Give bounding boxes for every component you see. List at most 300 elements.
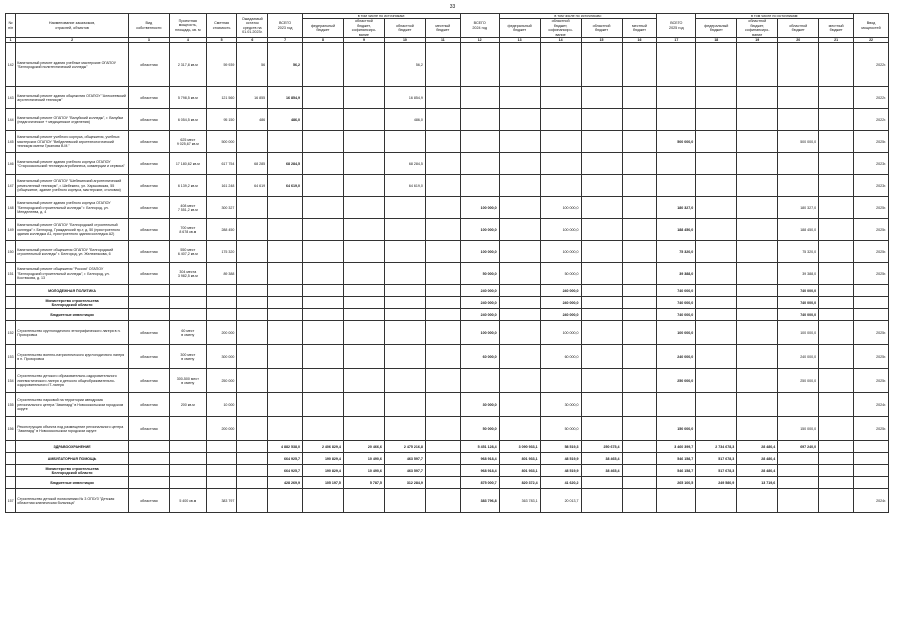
regional-cofin-2024: 240 000,0 — [540, 309, 581, 321]
regional-cofin-2023 — [343, 131, 384, 153]
federal-2023: 105 197,5 — [302, 477, 343, 489]
local-2025 — [819, 345, 854, 369]
local-2023 — [425, 131, 460, 153]
federal-2025 — [696, 241, 737, 263]
federal-2025 — [696, 321, 737, 345]
regional-2023 — [384, 285, 425, 297]
column-index-cell: 5 — [206, 38, 237, 43]
ownership: областная — [128, 43, 169, 87]
regional-cofin-2023 — [343, 309, 384, 321]
section-row — [6, 309, 889, 321]
regional-cofin-2024: 240 000,0 — [540, 285, 581, 297]
local-2025 — [819, 453, 854, 465]
object-name: Капитальный ремонт ОГАПОУ "Белгородский строительный колледж" г. Белгород, Гражданский пр-т, д. 50 (пристроенного здания колледжа А1, пристроенного здания колледжа А2) — [16, 219, 129, 241]
federal-2025: 517 678,3 — [696, 465, 737, 477]
total-2023 — [268, 489, 303, 513]
row-number — [6, 453, 16, 465]
total-2025: 75 320,0 — [657, 241, 696, 263]
federal-2024 — [499, 109, 540, 131]
local-2023 — [425, 285, 460, 297]
federal-2023 — [302, 417, 343, 441]
regional-cofin-2025 — [737, 297, 778, 309]
total-2025 — [657, 489, 696, 513]
regional-2024 — [581, 345, 622, 369]
local-2024 — [622, 43, 657, 87]
regional-2024 — [581, 109, 622, 131]
local-2023 — [425, 321, 460, 345]
total-2025 — [657, 393, 696, 417]
commission-year: 2025г. — [854, 241, 889, 263]
regional-2023 — [384, 263, 425, 285]
local-2025 — [819, 43, 854, 87]
column-index-cell: 2 — [16, 38, 129, 43]
regional-2025 — [778, 153, 819, 175]
federal-2025 — [696, 369, 737, 393]
row-number: 145 — [6, 131, 16, 153]
regional-cofin-2024 — [540, 109, 581, 131]
table-header — [6, 14, 889, 38]
commission-year: 2022г. — [854, 109, 889, 131]
col-header-ownership: Вид собственности — [128, 14, 169, 38]
col-header-total-2024: ВСЕГО 2024 год — [460, 14, 499, 38]
remaining-funds — [237, 393, 268, 417]
local-2025 — [819, 131, 854, 153]
total-2024: 100 000,0 — [460, 197, 499, 219]
ownership: областная — [128, 153, 169, 175]
regional-cofin-2023 — [343, 489, 384, 513]
commission-year — [854, 309, 889, 321]
object-name: МОЛОДЕЖНАЯ ПОЛИТИКА — [16, 285, 129, 297]
table-row — [6, 197, 889, 219]
federal-2025 — [696, 309, 737, 321]
local-2025 — [819, 465, 854, 477]
ownership: областная — [128, 109, 169, 131]
regional-cofin-2024 — [540, 87, 581, 109]
commission-year — [854, 441, 889, 453]
regional-2024 — [581, 153, 622, 175]
table-row — [6, 241, 889, 263]
regional-2024 — [581, 197, 622, 219]
federal-2023 — [302, 109, 343, 131]
estimate-cost: 300 327 — [206, 197, 237, 219]
column-index-cell: 13 — [499, 38, 540, 43]
remaining-funds — [237, 345, 268, 369]
total-2023 — [268, 131, 303, 153]
regional-cofin-2024 — [540, 131, 581, 153]
regional-cofin-2023: 5 787,5 — [343, 477, 384, 489]
regional-2025: 100 000,0 — [778, 321, 819, 345]
table-row — [6, 43, 889, 87]
remaining-funds — [237, 441, 268, 453]
ownership: областная — [128, 263, 169, 285]
federal-2024: 820 372,4 — [499, 477, 540, 489]
total-2023: 664 925,7 — [268, 453, 303, 465]
row-number — [6, 477, 16, 489]
total-2023 — [268, 309, 303, 321]
regional-cofin-2024: 60 000,0 — [540, 345, 581, 369]
regional-cofin-2023 — [343, 175, 384, 197]
row-number: 147 — [6, 175, 16, 197]
regional-2024: 38 465,4 — [581, 465, 622, 477]
estimate-cost — [206, 297, 237, 309]
regional-2025 — [778, 465, 819, 477]
estimate-cost — [206, 465, 237, 477]
federal-2023 — [302, 393, 343, 417]
regional-2023: 312 284,9 — [384, 477, 425, 489]
regional-2024 — [581, 417, 622, 441]
remaining-funds: 64 619 — [237, 175, 268, 197]
local-2024 — [622, 297, 657, 309]
local-2024 — [622, 321, 657, 345]
col-header-regional: областной бюджет — [384, 19, 425, 38]
column-index-cell: 15 — [581, 38, 622, 43]
col-header-regional: областной бюджет — [778, 19, 819, 38]
total-2023 — [268, 321, 303, 345]
col-header-total-2025: ВСЕГО 2025 год — [657, 14, 696, 38]
capacity: 408 мест 7 551,2 кв.м — [169, 197, 206, 219]
regional-2024 — [581, 263, 622, 285]
regional-cofin-2023 — [343, 43, 384, 87]
object-name: Строительство парковой на территории автодрома регионального центра "Авангард" в Новооскольском городском округе — [16, 393, 129, 417]
total-2023: 56,2 — [268, 43, 303, 87]
estimate-cost: 10 000 — [206, 393, 237, 417]
regional-cofin-2024: 30 000,0 — [540, 393, 581, 417]
ownership: областная — [128, 489, 169, 513]
federal-2024 — [499, 369, 540, 393]
column-index-cell: 19 — [737, 38, 778, 43]
federal-2023 — [302, 219, 343, 241]
col-header-federal: федеральный бюджет — [302, 19, 343, 38]
object-name: Строительство детской поликлиники № 3 ОГБУЗ "Детская областная клиническая больница" — [16, 489, 129, 513]
commission-year: 2025г. — [854, 417, 889, 441]
regional-cofin-2025: 13 719,6 — [737, 477, 778, 489]
row-number: 148 — [6, 197, 16, 219]
row-number — [6, 285, 16, 297]
federal-2025 — [696, 285, 737, 297]
remaining-funds — [237, 465, 268, 477]
col-header-remaining: Ожидаемый остаток средств на 01.01.2023г. — [237, 14, 268, 38]
regional-cofin-2024 — [540, 43, 581, 87]
federal-2023 — [302, 175, 343, 197]
federal-2024 — [499, 87, 540, 109]
regional-2023: 56,2 — [384, 43, 425, 87]
row-number: 157 — [6, 489, 16, 513]
commission-year: 2025г. — [854, 219, 889, 241]
local-2023 — [425, 309, 460, 321]
federal-2025 — [696, 417, 737, 441]
federal-2023 — [302, 489, 343, 513]
regional-2025: 180 327,0 — [778, 197, 819, 219]
local-2023 — [425, 297, 460, 309]
capacity — [169, 309, 206, 321]
ownership — [128, 465, 169, 477]
federal-2024: 363 783,1 — [499, 489, 540, 513]
regional-2025 — [778, 393, 819, 417]
col-header-regional-cofin: областной бюджет, софинансиро- вание — [737, 19, 778, 38]
row-number: 146 — [6, 153, 16, 175]
object-name: Реконструкция объекта под размещение регионального центра "Авангард" в Новооскольском городском округе — [16, 417, 129, 441]
total-2024: 968 918,4 — [460, 453, 499, 465]
regional-2024 — [581, 285, 622, 297]
total-2023 — [268, 393, 303, 417]
section-row — [6, 453, 889, 465]
commission-year: 2023г. — [854, 175, 889, 197]
regional-cofin-2025 — [737, 345, 778, 369]
regional-2023: 64 619,0 — [384, 175, 425, 197]
object-name: Капитальный ремонт здания учебного корпуса ОГАПОУ "Белгородский строительный колледж" г. Белгород, ул. Менделеева, д. 4 — [16, 197, 129, 219]
capacity: 625 мест 9 025,67 кв.м — [169, 131, 206, 153]
commission-year — [854, 477, 889, 489]
col-header-capacity: Проектная мощность, площадь, кв. м — [169, 14, 206, 38]
regional-2023 — [384, 393, 425, 417]
col-header-local: местный бюджет — [425, 19, 460, 38]
table-row — [6, 263, 889, 285]
local-2025 — [819, 197, 854, 219]
commission-year: 2025г. — [854, 131, 889, 153]
local-2025 — [819, 263, 854, 285]
ownership: областная — [128, 175, 169, 197]
regional-cofin-2023 — [343, 345, 384, 369]
estimate-cost: 175 320 — [206, 241, 237, 263]
local-2023 — [425, 241, 460, 263]
federal-2025: 2 734 678,3 — [696, 441, 737, 453]
local-2023 — [425, 175, 460, 197]
capacity: 6 139,2 кв.м — [169, 175, 206, 197]
table-row — [6, 153, 889, 175]
total-2025: 240 000,0 — [657, 345, 696, 369]
regional-cofin-2024: 100 000,0 — [540, 321, 581, 345]
ownership: областная — [128, 219, 169, 241]
federal-2024 — [499, 417, 540, 441]
federal-2023 — [302, 309, 343, 321]
local-2025 — [819, 477, 854, 489]
remaining-funds — [237, 453, 268, 465]
ownership: областная — [128, 131, 169, 153]
federal-2023 — [302, 297, 343, 309]
federal-2023: 2 406 829,4 — [302, 441, 343, 453]
regional-2024 — [581, 87, 622, 109]
regional-2024 — [581, 321, 622, 345]
federal-2023 — [302, 345, 343, 369]
local-2024 — [622, 175, 657, 197]
total-2025: 740 000,0 — [657, 285, 696, 297]
col-header-regional: областной бюджет — [581, 19, 622, 38]
col-group-2023: в том числе по источникам: — [302, 14, 460, 19]
object-name: Строительство круглогодичного этнографического лагеря в п. Прохоровка — [16, 321, 129, 345]
remaining-funds: 56 — [237, 43, 268, 87]
total-2024: 968 918,4 — [460, 465, 499, 477]
regional-cofin-2023 — [343, 109, 384, 131]
commission-year: 2025г. — [854, 321, 889, 345]
total-2025: 3 460 399,7 — [657, 441, 696, 453]
local-2024 — [622, 131, 657, 153]
regional-cofin-2025 — [737, 241, 778, 263]
regional-2025: 740 000,0 — [778, 309, 819, 321]
regional-cofin-2023 — [343, 87, 384, 109]
local-2024 — [622, 197, 657, 219]
regional-cofin-2024: 240 000,0 — [540, 297, 581, 309]
local-2025 — [819, 297, 854, 309]
total-2023 — [268, 297, 303, 309]
regional-2025 — [778, 43, 819, 87]
total-2025: 740 000,0 — [657, 297, 696, 309]
regional-2023 — [384, 369, 425, 393]
regional-2024 — [581, 175, 622, 197]
section-row — [6, 297, 889, 309]
remaining-funds — [237, 321, 268, 345]
regional-2025 — [778, 453, 819, 465]
local-2025 — [819, 321, 854, 345]
col-header-regional-cofin: областной бюджет, софинансиро- вание — [343, 19, 384, 38]
total-2024: 875 000,7 — [460, 477, 499, 489]
regional-2023: 463 597,7 — [384, 453, 425, 465]
regional-2023 — [384, 219, 425, 241]
ownership — [128, 453, 169, 465]
estimate-cost: 288 450 — [206, 219, 237, 241]
ownership — [128, 309, 169, 321]
commission-year — [854, 453, 889, 465]
regional-cofin-2025 — [737, 263, 778, 285]
capacity: 300-500 мест в смену — [169, 369, 206, 393]
regional-cofin-2024 — [540, 369, 581, 393]
federal-2024 — [499, 43, 540, 87]
regional-cofin-2025 — [737, 417, 778, 441]
remaining-funds — [237, 369, 268, 393]
ownership — [128, 297, 169, 309]
regional-cofin-2023 — [343, 263, 384, 285]
regional-2023: 16 854,9 — [384, 87, 425, 109]
commission-year: 2025г. — [854, 263, 889, 285]
federal-2025 — [696, 297, 737, 309]
regional-cofin-2024 — [540, 153, 581, 175]
local-2025 — [819, 153, 854, 175]
column-index-cell: 6 — [237, 38, 268, 43]
regional-2023 — [384, 297, 425, 309]
regional-cofin-2025 — [737, 43, 778, 87]
local-2025 — [819, 87, 854, 109]
total-2024: 30 000,0 — [460, 393, 499, 417]
federal-2024 — [499, 285, 540, 297]
column-index-cell: 21 — [819, 38, 854, 43]
regional-cofin-2025 — [737, 321, 778, 345]
capacity — [169, 441, 206, 453]
federal-2024 — [499, 197, 540, 219]
regional-2024 — [581, 477, 622, 489]
total-2024: 60 000,0 — [460, 345, 499, 369]
federal-2025 — [696, 489, 737, 513]
local-2023 — [425, 219, 460, 241]
remaining-funds — [237, 241, 268, 263]
regional-2023 — [384, 309, 425, 321]
federal-2025 — [696, 109, 737, 131]
estimate-cost: 161 248 — [206, 175, 237, 197]
estimate-cost — [206, 309, 237, 321]
regional-2024 — [581, 131, 622, 153]
local-2023 — [425, 369, 460, 393]
federal-2025 — [696, 43, 737, 87]
total-2023: 664 925,7 — [268, 465, 303, 477]
column-index-cell: 4 — [169, 38, 206, 43]
capacity: 17 180,62 кв.м — [169, 153, 206, 175]
estimate-cost: 250 000 — [206, 369, 237, 393]
total-2023: 486,0 — [268, 109, 303, 131]
remaining-funds — [237, 197, 268, 219]
total-2025: 100 000,0 — [657, 321, 696, 345]
federal-2024 — [499, 153, 540, 175]
remaining-funds — [237, 297, 268, 309]
local-2023 — [425, 417, 460, 441]
total-2024: 100 000,0 — [460, 219, 499, 241]
regional-2023 — [384, 345, 425, 369]
local-2023 — [425, 489, 460, 513]
total-2023 — [268, 241, 303, 263]
federal-2024 — [499, 309, 540, 321]
capacity: 5 400 кв.м — [169, 489, 206, 513]
total-2023 — [268, 197, 303, 219]
total-2025: 250 000,0 — [657, 369, 696, 393]
col-header-estimate: Сметная стоимость — [206, 14, 237, 38]
object-name: Капитальный ремонт общежития "Россия" ОГАПОУ "Белгородский строительный колледж", г. Белгород, ул. Костюкова, д. 13 — [16, 263, 129, 285]
local-2023 — [425, 465, 460, 477]
ownership: областная — [128, 369, 169, 393]
local-2024 — [622, 309, 657, 321]
local-2025 — [819, 441, 854, 453]
regional-cofin-2023 — [343, 297, 384, 309]
capacity: 700 мест 8 678 кв.м — [169, 219, 206, 241]
regional-2024 — [581, 489, 622, 513]
commission-year: 2024г. — [854, 489, 889, 513]
regional-cofin-2024: 58 519,3 — [540, 441, 581, 453]
total-2023: 428 269,9 — [268, 477, 303, 489]
local-2023 — [425, 393, 460, 417]
ownership — [128, 285, 169, 297]
regional-2024: 38 465,4 — [581, 453, 622, 465]
local-2024 — [622, 241, 657, 263]
commission-year: 2023г. — [854, 153, 889, 175]
row-number — [6, 309, 16, 321]
federal-2024 — [499, 131, 540, 153]
ownership: областная — [128, 321, 169, 345]
federal-2025 — [696, 345, 737, 369]
federal-2025 — [696, 153, 737, 175]
regional-cofin-2023: 10 490,6 — [343, 465, 384, 477]
estimate-cost: 383 797 — [206, 489, 237, 513]
total-2023 — [268, 345, 303, 369]
estimate-cost: 89 388 — [206, 263, 237, 285]
total-2024: 100 000,0 — [460, 241, 499, 263]
row-number: 156 — [6, 417, 16, 441]
regional-cofin-2025 — [737, 197, 778, 219]
local-2024 — [622, 263, 657, 285]
regional-cofin-2023 — [343, 285, 384, 297]
regional-2025: 150 000,0 — [778, 417, 819, 441]
federal-2025: 249 580,9 — [696, 477, 737, 489]
federal-2023: 190 829,4 — [302, 453, 343, 465]
federal-2024: 801 933,1 — [499, 453, 540, 465]
capacity: 60 мест в смену — [169, 321, 206, 345]
regional-cofin-2024: 100 000,0 — [540, 197, 581, 219]
row-number: 150 — [6, 241, 16, 263]
table-row — [6, 175, 889, 197]
total-2024: 50 000,0 — [460, 263, 499, 285]
federal-2025 — [696, 219, 737, 241]
column-index-cell: 3 — [128, 38, 169, 43]
local-2024 — [622, 393, 657, 417]
estimate-cost: 500 000 — [206, 131, 237, 153]
regional-cofin-2025 — [737, 131, 778, 153]
federal-2023 — [302, 369, 343, 393]
estimate-cost — [206, 441, 237, 453]
